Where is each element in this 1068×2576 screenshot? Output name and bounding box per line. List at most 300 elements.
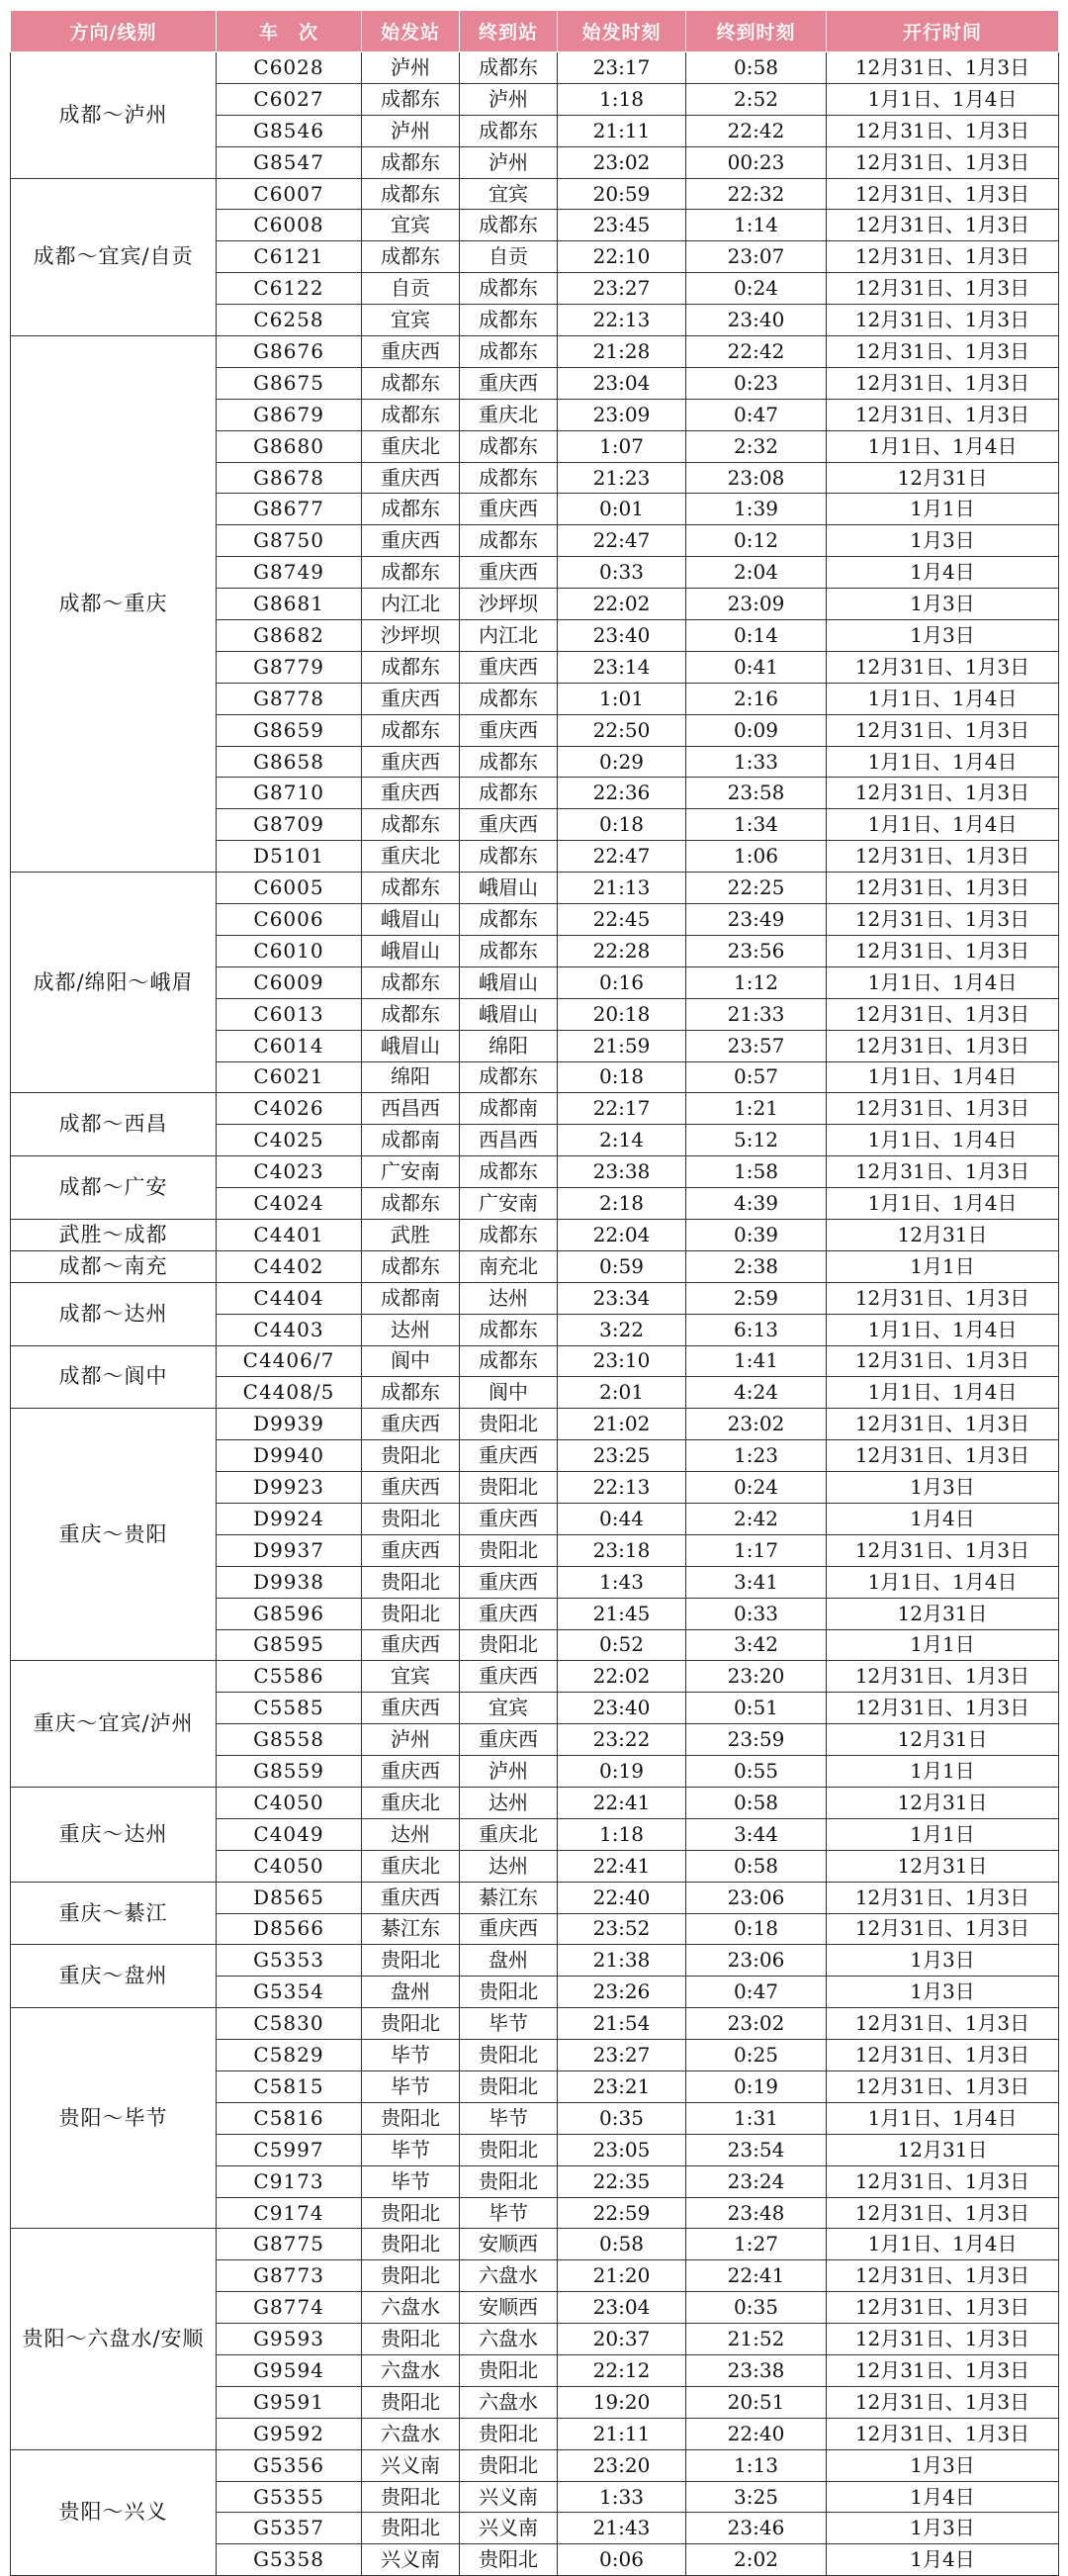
header-train-number: 车 次 bbox=[217, 11, 362, 52]
terminal-station-cell: 成都东 bbox=[460, 841, 558, 873]
operating-dates-cell: 1月1日、1月4日 bbox=[827, 683, 1059, 714]
terminal-station-cell: 贵阳北 bbox=[460, 2449, 558, 2481]
departure-time-cell: 0:19 bbox=[558, 1756, 686, 1788]
origin-station-cell: 重庆西 bbox=[362, 683, 460, 714]
arrival-time-cell: 6:13 bbox=[686, 1314, 827, 1345]
arrival-time-cell: 0:57 bbox=[686, 1061, 827, 1093]
arrival-time-cell: 0:47 bbox=[686, 399, 827, 430]
operating-dates-cell: 1月1日、1月4日 bbox=[827, 966, 1059, 998]
direction-line-cell: 成都～泸州 bbox=[11, 52, 217, 179]
arrival-time-cell: 3:25 bbox=[686, 2481, 827, 2513]
table-row bbox=[11, 2229, 1059, 2260]
departure-time-cell: 0:06 bbox=[558, 2544, 686, 2576]
departure-time-cell: 22:10 bbox=[558, 241, 686, 273]
terminal-station-cell: 成都东 bbox=[460, 1156, 558, 1188]
train-number-cell: C9174 bbox=[217, 2197, 362, 2229]
departure-time-cell: 22:45 bbox=[558, 904, 686, 936]
operating-dates-cell: 1月1日 bbox=[827, 1818, 1059, 1850]
arrival-time-cell: 23:20 bbox=[686, 1661, 827, 1693]
arrival-time-cell: 4:39 bbox=[686, 1188, 827, 1220]
direction-line-cell: 成都～宜宾/自贡 bbox=[11, 178, 217, 335]
origin-station-cell: 毕节 bbox=[362, 2071, 460, 2103]
origin-station-cell: 宜宾 bbox=[362, 210, 460, 241]
origin-station-cell: 成都东 bbox=[362, 178, 460, 210]
origin-station-cell: 贵阳北 bbox=[362, 2386, 460, 2418]
operating-dates-cell: 12月31日、1月3日 bbox=[827, 2355, 1059, 2387]
train-number-cell: C5586 bbox=[217, 1661, 362, 1693]
arrival-time-cell: 23:02 bbox=[686, 1409, 827, 1440]
arrival-time-cell: 0:55 bbox=[686, 1756, 827, 1788]
terminal-station-cell: 重庆西 bbox=[460, 1724, 558, 1756]
operating-dates-cell: 12月31日 bbox=[827, 2134, 1059, 2165]
arrival-time-cell: 21:33 bbox=[686, 998, 827, 1030]
origin-station-cell: 内江北 bbox=[362, 589, 460, 620]
table-row bbox=[11, 2449, 1059, 2481]
operating-dates-cell: 1月1日、1月4日 bbox=[827, 2229, 1059, 2260]
arrival-time-cell: 23:24 bbox=[686, 2165, 827, 2197]
terminal-station-cell: 贵阳北 bbox=[460, 2134, 558, 2165]
operating-dates-cell: 1月1日、1月4日 bbox=[827, 83, 1059, 115]
train-number-cell: C6008 bbox=[217, 210, 362, 241]
table-row bbox=[11, 1409, 1059, 1440]
operating-dates-cell: 1月3日 bbox=[827, 1977, 1059, 2008]
departure-time-cell: 23:40 bbox=[558, 1693, 686, 1724]
arrival-time-cell: 2:38 bbox=[686, 1250, 827, 1282]
arrival-time-cell: 0:39 bbox=[686, 1219, 827, 1250]
departure-time-cell: 23:05 bbox=[558, 2134, 686, 2165]
train-number-cell: C6258 bbox=[217, 305, 362, 336]
origin-station-cell: 綦江东 bbox=[362, 1913, 460, 1945]
terminal-station-cell: 达州 bbox=[460, 1282, 558, 1314]
arrival-time-cell: 1:31 bbox=[686, 2102, 827, 2134]
departure-time-cell: 22:50 bbox=[558, 714, 686, 746]
operating-dates-cell: 1月4日 bbox=[827, 557, 1059, 589]
terminal-station-cell: 重庆西 bbox=[460, 651, 558, 683]
terminal-station-cell: 成都东 bbox=[460, 273, 558, 305]
departure-time-cell: 0:29 bbox=[558, 746, 686, 778]
terminal-station-cell: 贵阳北 bbox=[460, 1409, 558, 1440]
origin-station-cell: 达州 bbox=[362, 1818, 460, 1850]
operating-dates-cell: 1月1日、1月4日 bbox=[827, 1188, 1059, 1220]
train-schedule-table bbox=[10, 10, 1059, 2576]
terminal-station-cell: 成都东 bbox=[460, 904, 558, 936]
departure-time-cell: 20:37 bbox=[558, 2324, 686, 2355]
origin-station-cell: 贵阳北 bbox=[362, 1440, 460, 1472]
train-number-cell: G8774 bbox=[217, 2292, 362, 2324]
terminal-station-cell: 贵阳北 bbox=[460, 1472, 558, 1504]
origin-station-cell: 泸州 bbox=[362, 52, 460, 84]
origin-station-cell: 重庆西 bbox=[362, 1409, 460, 1440]
arrival-time-cell: 0:51 bbox=[686, 1693, 827, 1724]
arrival-time-cell: 1:39 bbox=[686, 494, 827, 525]
operating-dates-cell: 12月31日、1月3日 bbox=[827, 2040, 1059, 2071]
terminal-station-cell: 成都东 bbox=[460, 1345, 558, 1377]
terminal-station-cell: 重庆北 bbox=[460, 399, 558, 430]
arrival-time-cell: 0:12 bbox=[686, 525, 827, 557]
table-row bbox=[11, 1787, 1059, 1818]
origin-station-cell: 成都东 bbox=[362, 1250, 460, 1282]
train-number-cell: C4404 bbox=[217, 1282, 362, 1314]
terminal-station-cell: 贵阳北 bbox=[460, 1534, 558, 1566]
terminal-station-cell: 安顺西 bbox=[460, 2292, 558, 2324]
arrival-time-cell: 0:14 bbox=[686, 620, 827, 652]
terminal-station-cell: 西昌西 bbox=[460, 1125, 558, 1156]
departure-time-cell: 22:02 bbox=[558, 589, 686, 620]
train-number-cell: G8559 bbox=[217, 1756, 362, 1788]
arrival-time-cell: 1:17 bbox=[686, 1534, 827, 1566]
table-row bbox=[11, 1282, 1059, 1314]
direction-line-cell: 成都～南充 bbox=[11, 1250, 217, 1282]
departure-time-cell: 3:22 bbox=[558, 1314, 686, 1345]
origin-station-cell: 贵阳北 bbox=[362, 1566, 460, 1598]
departure-time-cell: 0:44 bbox=[558, 1503, 686, 1534]
origin-station-cell: 重庆北 bbox=[362, 1787, 460, 1818]
origin-station-cell: 宜宾 bbox=[362, 1661, 460, 1693]
operating-dates-cell: 12月31日、1月3日 bbox=[827, 2418, 1059, 2449]
operating-dates-cell: 12月31日、1月3日 bbox=[827, 714, 1059, 746]
departure-time-cell: 1:18 bbox=[558, 1818, 686, 1850]
header-operating-dates: 开行时间 bbox=[827, 11, 1059, 52]
operating-dates-cell: 12月31日、1月3日 bbox=[827, 178, 1059, 210]
arrival-time-cell: 3:41 bbox=[686, 1566, 827, 1598]
terminal-station-cell: 重庆西 bbox=[460, 809, 558, 841]
operating-dates-cell: 1月1日、1月4日 bbox=[827, 1125, 1059, 1156]
header-row bbox=[11, 11, 1059, 52]
operating-dates-cell: 1月1日、1月4日 bbox=[827, 746, 1059, 778]
train-number-cell: C4026 bbox=[217, 1093, 362, 1125]
table-row bbox=[11, 1250, 1059, 1282]
operating-dates-cell: 12月31日、1月3日 bbox=[827, 336, 1059, 368]
operating-dates-cell: 12月31日、1月3日 bbox=[827, 1156, 1059, 1188]
operating-dates-cell: 12月31日、1月3日 bbox=[827, 1661, 1059, 1693]
departure-time-cell: 23:52 bbox=[558, 1913, 686, 1945]
departure-time-cell: 22:13 bbox=[558, 305, 686, 336]
train-number-cell: C6122 bbox=[217, 273, 362, 305]
arrival-time-cell: 1:21 bbox=[686, 1093, 827, 1125]
operating-dates-cell: 12月31日、1月3日 bbox=[827, 2292, 1059, 2324]
arrival-time-cell: 0:19 bbox=[686, 2071, 827, 2103]
operating-dates-cell: 12月31日、1月3日 bbox=[827, 873, 1059, 904]
arrival-time-cell: 1:34 bbox=[686, 809, 827, 841]
operating-dates-cell: 12月31日、1月3日 bbox=[827, 1882, 1059, 1913]
arrival-time-cell: 22:40 bbox=[686, 2418, 827, 2449]
departure-time-cell: 0:35 bbox=[558, 2102, 686, 2134]
train-number-cell: G5358 bbox=[217, 2544, 362, 2576]
train-number-cell: C6010 bbox=[217, 935, 362, 966]
train-number-cell: G9592 bbox=[217, 2418, 362, 2449]
origin-station-cell: 宜宾 bbox=[362, 305, 460, 336]
train-number-cell: G8678 bbox=[217, 462, 362, 494]
operating-dates-cell: 12月31日、1月3日 bbox=[827, 904, 1059, 936]
origin-station-cell: 兴义南 bbox=[362, 2544, 460, 2576]
departure-time-cell: 0:16 bbox=[558, 966, 686, 998]
operating-dates-cell: 12月31日 bbox=[827, 1850, 1059, 1882]
arrival-time-cell: 1:14 bbox=[686, 210, 827, 241]
arrival-time-cell: 0:58 bbox=[686, 1850, 827, 1882]
terminal-station-cell: 成都东 bbox=[460, 1219, 558, 1250]
arrival-time-cell: 23:48 bbox=[686, 2197, 827, 2229]
operating-dates-cell: 12月31日 bbox=[827, 1219, 1059, 1250]
departure-time-cell: 20:59 bbox=[558, 178, 686, 210]
operating-dates-cell: 12月31日 bbox=[827, 1598, 1059, 1629]
arrival-time-cell: 1:41 bbox=[686, 1345, 827, 1377]
direction-line-cell: 重庆～綦江 bbox=[11, 1882, 217, 1945]
train-number-cell: C4049 bbox=[217, 1818, 362, 1850]
origin-station-cell: 武胜 bbox=[362, 1219, 460, 1250]
terminal-station-cell: 峨眉山 bbox=[460, 873, 558, 904]
terminal-station-cell: 成都东 bbox=[460, 683, 558, 714]
operating-dates-cell: 1月3日 bbox=[827, 2449, 1059, 2481]
operating-dates-cell: 12月31日、1月3日 bbox=[827, 1093, 1059, 1125]
train-number-cell: C5829 bbox=[217, 2040, 362, 2071]
terminal-station-cell: 贵阳北 bbox=[460, 2418, 558, 2449]
departure-time-cell: 23:10 bbox=[558, 1345, 686, 1377]
train-number-cell: C4403 bbox=[217, 1314, 362, 1345]
arrival-time-cell: 23:56 bbox=[686, 935, 827, 966]
arrival-time-cell: 23:59 bbox=[686, 1724, 827, 1756]
direction-line-cell: 重庆～贵阳 bbox=[11, 1409, 217, 1661]
arrival-time-cell: 22:25 bbox=[686, 873, 827, 904]
operating-dates-cell: 1月1日、1月4日 bbox=[827, 1377, 1059, 1409]
departure-time-cell: 21:13 bbox=[558, 873, 686, 904]
departure-time-cell: 22:12 bbox=[558, 2355, 686, 2387]
table-row bbox=[11, 1345, 1059, 1377]
arrival-time-cell: 20:51 bbox=[686, 2386, 827, 2418]
terminal-station-cell: 成都东 bbox=[460, 1314, 558, 1345]
terminal-station-cell: 沙坪坝 bbox=[460, 589, 558, 620]
train-number-cell: G8778 bbox=[217, 683, 362, 714]
table-row bbox=[11, 1945, 1059, 1977]
header-arrival-time: 终到时刻 bbox=[686, 11, 827, 52]
origin-station-cell: 广安南 bbox=[362, 1156, 460, 1188]
arrival-time-cell: 4:24 bbox=[686, 1377, 827, 1409]
train-number-cell: G8773 bbox=[217, 2260, 362, 2292]
origin-station-cell: 六盘水 bbox=[362, 2418, 460, 2449]
departure-time-cell: 21:38 bbox=[558, 1945, 686, 1977]
table-header bbox=[11, 11, 1059, 52]
terminal-station-cell: 贵阳北 bbox=[460, 2544, 558, 2576]
departure-time-cell: 0:59 bbox=[558, 1250, 686, 1282]
departure-time-cell: 22:04 bbox=[558, 1219, 686, 1250]
operating-dates-cell: 12月31日、1月3日 bbox=[827, 2260, 1059, 2292]
train-number-cell: C6121 bbox=[217, 241, 362, 273]
train-number-cell: C6006 bbox=[217, 904, 362, 936]
origin-station-cell: 成都东 bbox=[362, 966, 460, 998]
terminal-station-cell: 成都东 bbox=[460, 305, 558, 336]
departure-time-cell: 22:47 bbox=[558, 841, 686, 873]
operating-dates-cell: 1月3日 bbox=[827, 525, 1059, 557]
train-number-cell: C4401 bbox=[217, 1219, 362, 1250]
train-number-cell: C9173 bbox=[217, 2165, 362, 2197]
origin-station-cell: 成都东 bbox=[362, 873, 460, 904]
terminal-station-cell: 宜宾 bbox=[460, 1693, 558, 1724]
origin-station-cell: 成都东 bbox=[362, 714, 460, 746]
operating-dates-cell: 1月3日 bbox=[827, 1472, 1059, 1504]
operating-dates-cell: 1月3日 bbox=[827, 2513, 1059, 2544]
operating-dates-cell: 1月1日 bbox=[827, 1250, 1059, 1282]
origin-station-cell: 贵阳北 bbox=[362, 2513, 460, 2544]
terminal-station-cell: 成都东 bbox=[460, 525, 558, 557]
terminal-station-cell: 贵阳北 bbox=[460, 2071, 558, 2103]
terminal-station-cell: 成都东 bbox=[460, 778, 558, 809]
arrival-time-cell: 2:59 bbox=[686, 1282, 827, 1314]
table-row bbox=[11, 1661, 1059, 1693]
table-row bbox=[11, 1882, 1059, 1913]
arrival-time-cell: 0:18 bbox=[686, 1913, 827, 1945]
terminal-station-cell: 内江北 bbox=[460, 620, 558, 652]
operating-dates-cell: 12月31日、1月3日 bbox=[827, 2386, 1059, 2418]
terminal-station-cell: 成都东 bbox=[460, 52, 558, 84]
arrival-time-cell: 1:27 bbox=[686, 2229, 827, 2260]
arrival-time-cell: 1:12 bbox=[686, 966, 827, 998]
arrival-time-cell: 0:35 bbox=[686, 2292, 827, 2324]
arrival-time-cell: 1:33 bbox=[686, 746, 827, 778]
operating-dates-cell: 12月31日、1月3日 bbox=[827, 841, 1059, 873]
operating-dates-cell: 12月31日、1月3日 bbox=[827, 1913, 1059, 1945]
departure-time-cell: 22:17 bbox=[558, 1093, 686, 1125]
operating-dates-cell: 12月31日、1月3日 bbox=[827, 2071, 1059, 2103]
terminal-station-cell: 泸州 bbox=[460, 146, 558, 178]
terminal-station-cell: 成都东 bbox=[460, 746, 558, 778]
origin-station-cell: 重庆西 bbox=[362, 1693, 460, 1724]
train-number-cell: C5585 bbox=[217, 1693, 362, 1724]
terminal-station-cell: 达州 bbox=[460, 1787, 558, 1818]
train-number-cell: D9937 bbox=[217, 1534, 362, 1566]
departure-time-cell: 23:25 bbox=[558, 1440, 686, 1472]
operating-dates-cell: 12月31日、1月3日 bbox=[827, 305, 1059, 336]
train-number-cell: G8709 bbox=[217, 809, 362, 841]
operating-dates-cell: 1月1日、1月4日 bbox=[827, 430, 1059, 462]
operating-dates-cell: 12月31日、1月3日 bbox=[827, 1534, 1059, 1566]
arrival-time-cell: 0:58 bbox=[686, 52, 827, 84]
operating-dates-cell: 12月31日、1月3日 bbox=[827, 367, 1059, 399]
operating-dates-cell: 12月31日、1月3日 bbox=[827, 2008, 1059, 2040]
terminal-station-cell: 毕节 bbox=[460, 2197, 558, 2229]
departure-time-cell: 23:21 bbox=[558, 2071, 686, 2103]
arrival-time-cell: 23:06 bbox=[686, 1945, 827, 1977]
arrival-time-cell: 3:42 bbox=[686, 1629, 827, 1661]
origin-station-cell: 成都东 bbox=[362, 1188, 460, 1220]
origin-station-cell: 成都东 bbox=[362, 809, 460, 841]
train-number-cell: C6009 bbox=[217, 966, 362, 998]
departure-time-cell: 0:01 bbox=[558, 494, 686, 525]
departure-time-cell: 22:41 bbox=[558, 1787, 686, 1818]
direction-line-cell: 成都～阆中 bbox=[11, 1345, 217, 1409]
train-number-cell: G8659 bbox=[217, 714, 362, 746]
departure-time-cell: 23:14 bbox=[558, 651, 686, 683]
operating-dates-cell: 1月1日、1月4日 bbox=[827, 809, 1059, 841]
terminal-station-cell: 安顺西 bbox=[460, 2229, 558, 2260]
departure-time-cell: 21:11 bbox=[558, 2418, 686, 2449]
terminal-station-cell: 阆中 bbox=[460, 1377, 558, 1409]
departure-time-cell: 22:40 bbox=[558, 1882, 686, 1913]
train-number-cell: G8675 bbox=[217, 367, 362, 399]
direction-line-cell: 成都～广安 bbox=[11, 1156, 217, 1220]
arrival-time-cell: 1:06 bbox=[686, 841, 827, 873]
direction-line-cell: 成都/绵阳～峨眉 bbox=[11, 873, 217, 1093]
terminal-station-cell: 成都东 bbox=[460, 935, 558, 966]
origin-station-cell: 重庆西 bbox=[362, 746, 460, 778]
header-direction-line: 方向/线别 bbox=[11, 11, 217, 52]
arrival-time-cell: 0:47 bbox=[686, 1977, 827, 2008]
table-row bbox=[11, 1156, 1059, 1188]
arrival-time-cell: 23:57 bbox=[686, 1030, 827, 1061]
origin-station-cell: 泸州 bbox=[362, 115, 460, 146]
header-terminal-station: 终到站 bbox=[460, 11, 558, 52]
operating-dates-cell: 1月4日 bbox=[827, 2481, 1059, 2513]
origin-station-cell: 贵阳北 bbox=[362, 2481, 460, 2513]
terminal-station-cell: 盘州 bbox=[460, 1945, 558, 1977]
train-number-cell: C4024 bbox=[217, 1188, 362, 1220]
train-number-cell: G8680 bbox=[217, 430, 362, 462]
train-number-cell: C4408/5 bbox=[217, 1377, 362, 1409]
operating-dates-cell: 12月31日、1月3日 bbox=[827, 1440, 1059, 1472]
operating-dates-cell: 12月31日、1月3日 bbox=[827, 273, 1059, 305]
arrival-time-cell: 23:07 bbox=[686, 241, 827, 273]
terminal-station-cell: 重庆西 bbox=[460, 557, 558, 589]
arrival-time-cell: 22:41 bbox=[686, 2260, 827, 2292]
departure-time-cell: 21:43 bbox=[558, 2513, 686, 2544]
train-number-cell: C5815 bbox=[217, 2071, 362, 2103]
departure-time-cell: 23:27 bbox=[558, 2040, 686, 2071]
train-number-cell: G8595 bbox=[217, 1629, 362, 1661]
origin-station-cell: 毕节 bbox=[362, 2134, 460, 2165]
terminal-station-cell: 重庆西 bbox=[460, 1503, 558, 1534]
origin-station-cell: 重庆西 bbox=[362, 778, 460, 809]
origin-station-cell: 成都东 bbox=[362, 399, 460, 430]
origin-station-cell: 成都东 bbox=[362, 367, 460, 399]
departure-time-cell: 21:45 bbox=[558, 1598, 686, 1629]
direction-line-cell: 武胜～成都 bbox=[11, 1219, 217, 1250]
departure-time-cell: 23:20 bbox=[558, 2449, 686, 2481]
departure-time-cell: 23:09 bbox=[558, 399, 686, 430]
terminal-station-cell: 峨眉山 bbox=[460, 998, 558, 1030]
train-number-cell: C5816 bbox=[217, 2102, 362, 2134]
origin-station-cell: 西昌西 bbox=[362, 1093, 460, 1125]
train-number-cell: C6027 bbox=[217, 83, 362, 115]
departure-time-cell: 21:23 bbox=[558, 462, 686, 494]
train-number-cell: G8658 bbox=[217, 746, 362, 778]
train-number-cell: G8676 bbox=[217, 336, 362, 368]
terminal-station-cell: 六盘水 bbox=[460, 2324, 558, 2355]
operating-dates-cell: 1月3日 bbox=[827, 620, 1059, 652]
arrival-time-cell: 23:09 bbox=[686, 589, 827, 620]
terminal-station-cell: 泸州 bbox=[460, 83, 558, 115]
operating-dates-cell: 12月31日、1月3日 bbox=[827, 1282, 1059, 1314]
departure-time-cell: 0:52 bbox=[558, 1629, 686, 1661]
train-number-cell: G8779 bbox=[217, 651, 362, 683]
arrival-time-cell: 0:23 bbox=[686, 367, 827, 399]
origin-station-cell: 成都东 bbox=[362, 494, 460, 525]
arrival-time-cell: 23:49 bbox=[686, 904, 827, 936]
departure-time-cell: 0:18 bbox=[558, 1061, 686, 1093]
origin-station-cell: 达州 bbox=[362, 1314, 460, 1345]
origin-station-cell: 毕节 bbox=[362, 2040, 460, 2071]
terminal-station-cell: 贵阳北 bbox=[460, 2040, 558, 2071]
train-number-cell: C4406/7 bbox=[217, 1345, 362, 1377]
train-number-cell: G5355 bbox=[217, 2481, 362, 2513]
arrival-time-cell: 0:24 bbox=[686, 1472, 827, 1504]
train-number-cell: G8749 bbox=[217, 557, 362, 589]
departure-time-cell: 23:34 bbox=[558, 1282, 686, 1314]
train-number-cell: G9591 bbox=[217, 2386, 362, 2418]
terminal-station-cell: 成都东 bbox=[460, 115, 558, 146]
train-number-cell: D9923 bbox=[217, 1472, 362, 1504]
table-row bbox=[11, 52, 1059, 84]
origin-station-cell: 成都东 bbox=[362, 241, 460, 273]
departure-time-cell: 1:07 bbox=[558, 430, 686, 462]
train-number-cell: C4050 bbox=[217, 1787, 362, 1818]
